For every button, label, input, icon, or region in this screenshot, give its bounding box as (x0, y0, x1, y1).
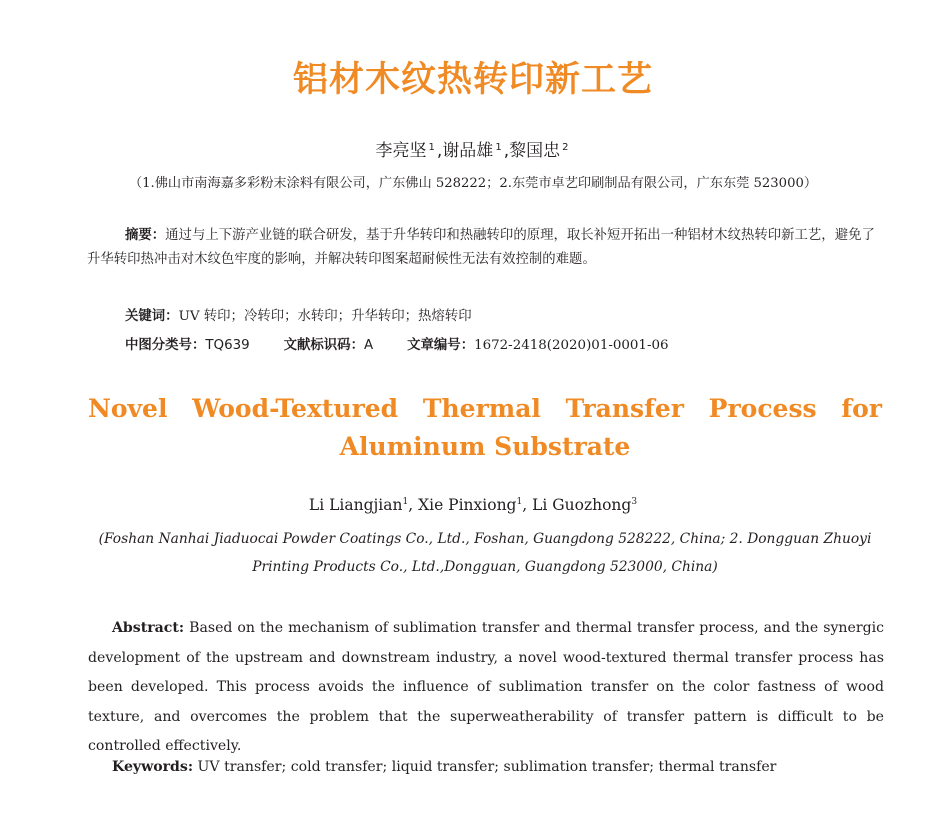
en-author-name: Li Liangjian (308, 496, 403, 514)
title-word: Wood-Textured (192, 394, 399, 423)
cn-author-sup: 2 (562, 142, 569, 153)
cn-keywords-label: 关键词： (125, 309, 179, 324)
chinese-authors (0, 136, 946, 161)
en-abstract-label: Abstract: (112, 620, 185, 636)
english-abstract (88, 614, 884, 762)
classification-line (125, 334, 669, 353)
en-author-sep: , (522, 496, 533, 514)
chinese-title: 铝材木纹热转印新工艺 (292, 60, 653, 100)
cn-author-sep: , (436, 141, 443, 161)
doc-code-value: A (363, 338, 374, 353)
article-no-value: 1672-2418(2020)01-0001-06 (474, 338, 669, 353)
title-word: Novel (88, 394, 168, 423)
english-title-line1 (88, 390, 882, 428)
en-author-name: Li Guozhong (532, 496, 632, 514)
en-keywords-label: Keywords: (112, 759, 194, 775)
cn-keywords-text: UV 转印；冷转印；水转印；升华转印；热熔转印 (178, 309, 472, 324)
cn-author-sup: 1 (428, 142, 435, 153)
cn-author-sup: 1 (495, 142, 502, 153)
en-author-sep: , (408, 496, 419, 514)
en-keywords-text: UV transfer; cold transfer; liquid transfer; sublimation transfer; thermal transfer (193, 759, 777, 775)
cn-author-name: 李亮坚 (375, 141, 427, 161)
title-word: Transfer (565, 394, 684, 423)
cn-author-name: 黎国忠 (509, 141, 561, 161)
title-word: Thermal (422, 394, 541, 423)
chinese-affiliation: （1.佛山市南海嘉多彩粉末涂料有限公司，广东佛山 528222；2.东莞市卓艺印刷制品有限公司，广东东莞 523000） (128, 176, 818, 191)
english-title (88, 390, 882, 466)
article-no-label: 文章编号： (407, 338, 475, 353)
en-author-name: Xie Pinxiong (418, 496, 517, 514)
english-keywords (112, 759, 776, 775)
chinese-abstract (87, 224, 883, 272)
classification-label: 中图分类号： (125, 338, 206, 353)
cn-abstract-label: 摘要： (125, 228, 166, 243)
chinese-keywords (125, 305, 472, 324)
cn-author-sep: , (503, 141, 510, 161)
cn-abstract-text: 通过与上下游产业链的联合研发，基于升华转印和热融转印的原理，取长补短开拓出一种铝材木纹热转印新工艺，避免了升华转印热冲击对木纹色牢度的影响，并解决转印图案超耐候性无法有效控制的难题。 (87, 228, 875, 267)
en-author-sup: 3 (631, 497, 638, 507)
title-word: for (841, 394, 882, 423)
en-abstract-text: Based on the mechanism of sublimation transfer and thermal transfer process, and the synergic development of the upstream and downstream industry, a novel wood-textured thermal transfer process has been developed. This process avoids the influence of sublimation transfer on the color fastness of wood texture, and overcomes the problem that the superweatherability of transfer pattern is difficult to be controlled effectively. (88, 620, 884, 754)
cn-author-name: 谢品雄 (442, 141, 494, 161)
title-word: Process (708, 394, 817, 423)
en-author-sup: 1 (402, 497, 409, 507)
english-affiliation: (Foshan Nanhai Jiaduocai Powder Coatings Co., Ltd., Foshan, Guangdong 528222, China; 2. Dongguan Zhuoyi Printing Products Co., Ltd.,Dongguan, Guangdong 523000, China) (98, 531, 872, 575)
en-author-sup: 1 (516, 497, 523, 507)
english-authors (0, 496, 946, 514)
english-title-line2: Aluminum Substrate (339, 432, 631, 461)
classification-value: TQ639 (205, 338, 250, 353)
doc-code-label: 文献标识码： (283, 338, 364, 353)
